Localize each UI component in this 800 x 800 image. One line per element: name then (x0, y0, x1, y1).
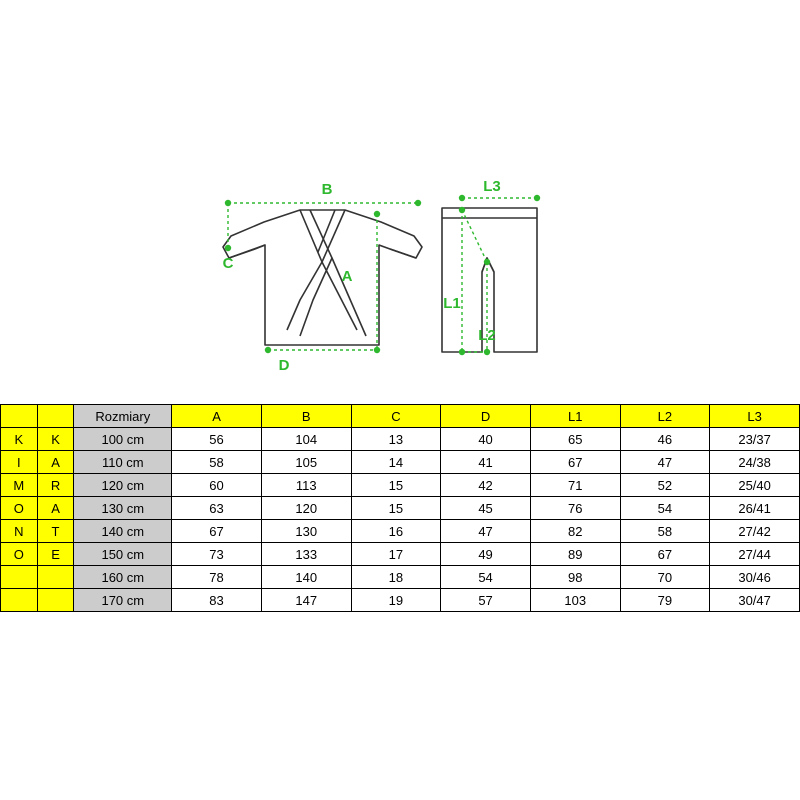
side-label-karate-0: K (37, 428, 74, 451)
cell-a: 56 (172, 428, 262, 451)
cell-l3: 30/47 (710, 589, 800, 612)
cell-l3: 23/37 (710, 428, 800, 451)
side-label-kimono-4: N (1, 520, 38, 543)
label-L3: L3 (483, 178, 501, 195)
cell-l1: 89 (530, 543, 620, 566)
table-row (1, 543, 800, 566)
cell-c: 15 (351, 474, 441, 497)
cell-l2: 58 (620, 520, 710, 543)
cell-a: 73 (172, 543, 262, 566)
trousers-measure-dots (459, 195, 540, 355)
label-B: B (321, 181, 333, 198)
cell-l2: 79 (620, 589, 710, 612)
side-label-kimono-3: O (1, 497, 38, 520)
cell-a: 63 (172, 497, 262, 520)
side-label-kimono-1: I (1, 451, 38, 474)
side-label-kimono-0: K (1, 428, 38, 451)
cell-b: 105 (261, 451, 351, 474)
size-chart (0, 404, 800, 612)
side-label-blank (1, 589, 38, 612)
cell-l3: 26/41 (710, 497, 800, 520)
label-C: C (222, 255, 234, 272)
header-l1: L1 (530, 405, 620, 428)
cell-l3: 25/40 (710, 474, 800, 497)
table-row (1, 451, 800, 474)
cell-a: 78 (172, 566, 262, 589)
header-l2: L2 (620, 405, 710, 428)
cell-a: 58 (172, 451, 262, 474)
header-a: A (172, 405, 262, 428)
side-label-karate-1: A (37, 451, 74, 474)
header-l3: L3 (710, 405, 800, 428)
cell-l1: 71 (530, 474, 620, 497)
cell-l1: 82 (530, 520, 620, 543)
header-c: C (351, 405, 441, 428)
label-A: A (341, 268, 353, 285)
size-value: 100 cm (74, 428, 172, 451)
table-header-row (1, 405, 800, 428)
cell-l2: 54 (620, 497, 710, 520)
cell-l3: 27/44 (710, 543, 800, 566)
cell-l1: 65 (530, 428, 620, 451)
cell-b: 120 (261, 497, 351, 520)
cell-l2: 46 (620, 428, 710, 451)
side-label-karate-3: A (37, 497, 74, 520)
side-label-karate-2: R (37, 474, 74, 497)
cell-b: 113 (261, 474, 351, 497)
side-label-blank (1, 566, 38, 589)
side-label-blank (37, 566, 74, 589)
table-row (1, 520, 800, 543)
cell-c: 13 (351, 428, 441, 451)
cell-l1: 103 (530, 589, 620, 612)
cell-b: 130 (261, 520, 351, 543)
header-b: B (261, 405, 351, 428)
cell-a: 67 (172, 520, 262, 543)
cell-l2: 67 (620, 543, 710, 566)
cell-b: 133 (261, 543, 351, 566)
side-label-kimono-5: O (1, 543, 38, 566)
side-label-karate-5: E (37, 543, 74, 566)
cell-d: 41 (441, 451, 531, 474)
size-value: 110 cm (74, 451, 172, 474)
table-row (1, 566, 800, 589)
side-label-kimono-2: M (1, 474, 38, 497)
corner-blank-left (1, 405, 38, 428)
cell-b: 140 (261, 566, 351, 589)
cell-c: 14 (351, 451, 441, 474)
side-label-karate-4: T (37, 520, 74, 543)
size-value: 140 cm (74, 520, 172, 543)
cell-d: 54 (441, 566, 531, 589)
cell-l3: 27/42 (710, 520, 800, 543)
table-row (1, 474, 800, 497)
cell-l2: 52 (620, 474, 710, 497)
cell-d: 49 (441, 543, 531, 566)
cell-c: 18 (351, 566, 441, 589)
side-label-blank (37, 589, 74, 612)
cell-l3: 30/46 (710, 566, 800, 589)
cell-b: 104 (261, 428, 351, 451)
cell-d: 40 (441, 428, 531, 451)
trousers-measure-lines (462, 198, 537, 352)
cell-d: 47 (441, 520, 531, 543)
jacket-drawing (223, 210, 422, 345)
label-L1: L1 (443, 295, 461, 312)
label-L2: L2 (478, 327, 496, 344)
cell-c: 19 (351, 589, 441, 612)
table-row (1, 428, 800, 451)
cell-l1: 76 (530, 497, 620, 520)
cell-a: 60 (172, 474, 262, 497)
cell-c: 15 (351, 497, 441, 520)
cell-d: 57 (441, 589, 531, 612)
cell-d: 42 (441, 474, 531, 497)
cell-l1: 67 (530, 451, 620, 474)
size-value: 160 cm (74, 566, 172, 589)
cell-d: 45 (441, 497, 531, 520)
cell-l2: 47 (620, 451, 710, 474)
cell-l2: 70 (620, 566, 710, 589)
corner-blank-right (37, 405, 74, 428)
table-row (1, 497, 800, 520)
size-table (0, 404, 800, 612)
cell-l3: 24/38 (710, 451, 800, 474)
cell-b: 147 (261, 589, 351, 612)
size-value: 120 cm (74, 474, 172, 497)
size-value: 170 cm (74, 589, 172, 612)
size-value: 150 cm (74, 543, 172, 566)
size-value: 130 cm (74, 497, 172, 520)
header-rozmiary: Rozmiary (74, 405, 172, 428)
cell-l1: 98 (530, 566, 620, 589)
cell-c: 16 (351, 520, 441, 543)
table-row (1, 589, 800, 612)
cell-c: 17 (351, 543, 441, 566)
cell-a: 83 (172, 589, 262, 612)
label-D: D (278, 357, 290, 374)
header-d: D (441, 405, 531, 428)
